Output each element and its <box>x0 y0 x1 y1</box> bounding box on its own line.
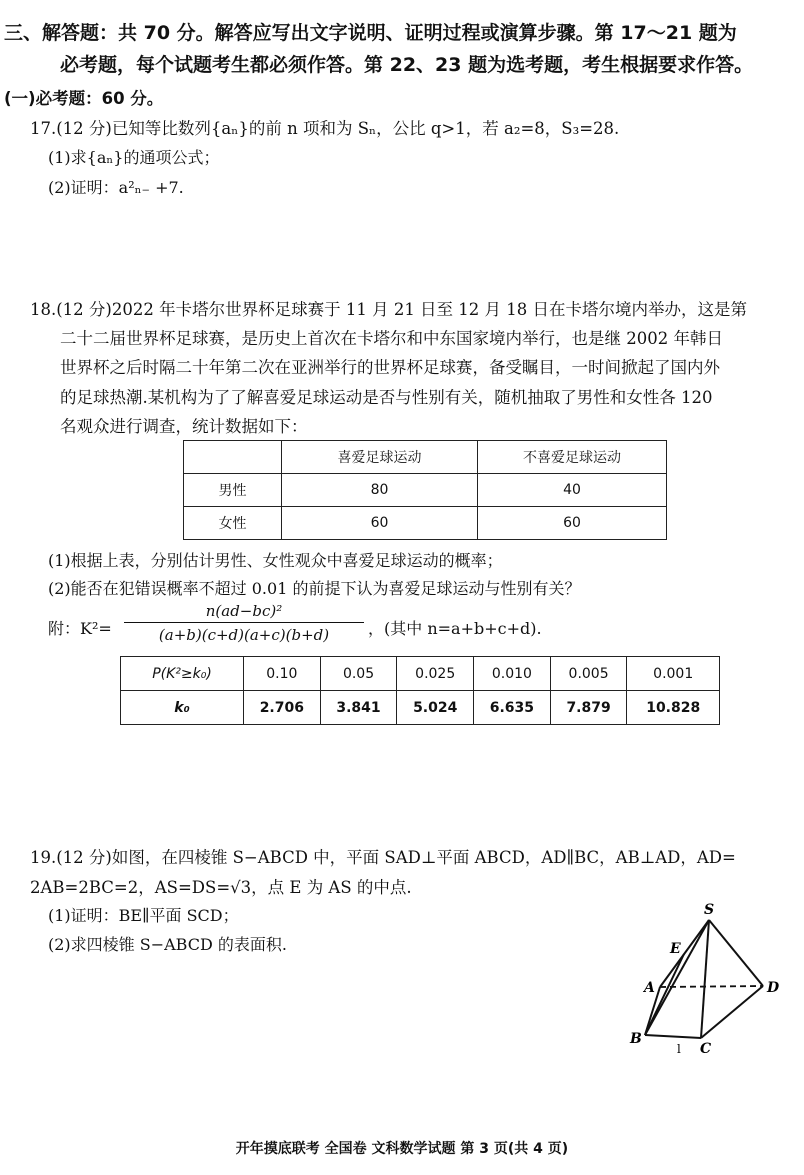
q17-part1: (1)求{aₙ}的通项公式； <box>48 148 220 167</box>
q17-stem: 17.(12 分)已知等比数列{aₙ}的前 n 项和为 Sₙ，公比 q>1，若 a₂=8，S₃=28. <box>30 119 620 138</box>
table-cell: 女性 <box>184 507 282 540</box>
page-footer: 开年摸底联考 全国卷 文科数学试题 第 3 页(共 4 页) <box>235 1141 569 1157</box>
table-header-cell <box>184 441 282 474</box>
table-cell: 60 <box>478 507 667 540</box>
q17-part2: (2)证明：a²ₙ₋ +7. <box>48 178 184 197</box>
q18-part2: (2)能否在犯错误概率不超过 0.01 的前提下认为喜爱足球运动与性别有关？ <box>48 579 581 598</box>
table-cell: 男性 <box>184 474 282 507</box>
table-cell: 6.635 <box>474 691 551 725</box>
vertex-label-d: D <box>767 980 780 996</box>
section-subtitle: (一)必考题：60 分。 <box>4 89 164 108</box>
table-header-cell: 不喜爱足球运动 <box>478 441 667 474</box>
table-cell: 0.10 <box>244 657 321 691</box>
table-cell: 0.001 <box>627 657 720 691</box>
critical-value-table <box>120 656 720 725</box>
table-cell: 3.841 <box>320 691 397 725</box>
q18-line2: 二十二届世界杯足球赛，是历史上首次在卡塔尔和中东国家境内举行，也是继 2002 年韩日 <box>60 329 723 348</box>
table-row <box>184 474 667 507</box>
table-cell: k₀ <box>121 691 244 725</box>
table-cell: 60 <box>282 507 478 540</box>
survey-table-header <box>184 441 667 474</box>
figure-stray-mark: l <box>677 1042 681 1056</box>
vertex-label-e: E <box>670 941 681 957</box>
q18-line1: 18.(12 分)2022 年卡塔尔世界杯足球赛于 11 月 21 日至 12 月 18 日在卡塔尔境内举办，这是第 <box>30 300 748 319</box>
edge-SA <box>660 920 709 987</box>
table-cell: 0.010 <box>474 657 551 691</box>
q19-part2: (2)求四棱锥 S−ABCD 的表面积. <box>48 935 287 954</box>
table-cell: 0.05 <box>320 657 397 691</box>
vertex-label-c: C <box>700 1041 712 1057</box>
q18-line4: 的足球热潮.某机构为了了解喜爱足球运动是否与性别有关，随机抽取了男性和女性各 120 <box>60 388 713 407</box>
table-header-cell: 喜爱足球运动 <box>282 441 478 474</box>
edge-BC <box>645 1035 701 1038</box>
q18-line5: 名观众进行调查，统计数据如下： <box>60 417 308 436</box>
formula-prefix: 附：K²= <box>48 619 112 638</box>
formula-suffix: ，(其中 n=a+b+c+d). <box>368 619 542 638</box>
table-cell: 5.024 <box>397 691 474 725</box>
formula-denominator: (a+b)(c+d)(a+c)(b+d) <box>158 626 330 644</box>
section-title-line1: 三、解答题：共 70 分。解答应写出文字说明、证明过程或演算步骤。第 17～21 题为 <box>4 22 737 44</box>
pyramid-figure <box>620 900 790 1060</box>
edge-SD <box>709 920 763 986</box>
q18-part1: (1)根据上表，分别估计男性、女性观众中喜爱足球运动的概率； <box>48 551 503 570</box>
table-cell: 2.706 <box>244 691 321 725</box>
edge-SB <box>645 920 709 1035</box>
vertex-label-a: A <box>644 980 655 996</box>
table-row <box>184 507 667 540</box>
edge-AD <box>660 986 763 987</box>
table-cell: 0.025 <box>397 657 474 691</box>
q19-part1: (1)证明：BE∥平面 SCD； <box>48 906 239 925</box>
edge-SC <box>701 920 709 1038</box>
q19-line1: 19.(12 分)如图，在四棱锥 S−ABCD 中，平面 SAD⊥平面 ABCD，AD∥BC，AB⊥AD，AD= <box>30 848 736 867</box>
table-cell: 0.005 <box>550 657 627 691</box>
q18-line3: 世界杯之后时隔二十年第二次在亚洲举行的世界杯足球赛，备受瞩目，一时间掀起了国内外 <box>60 358 720 377</box>
table-cell: 80 <box>282 474 478 507</box>
table-cell: 40 <box>478 474 667 507</box>
table-cell: P(K²≥k₀) <box>121 657 244 691</box>
critical-value-row-k <box>121 691 720 725</box>
edge-CD <box>701 986 763 1038</box>
formula-fraction-bar <box>124 622 364 623</box>
critical-value-row-p <box>121 657 720 691</box>
vertex-label-s: S <box>704 902 715 918</box>
formula-numerator: n(ad−bc)² <box>205 602 283 620</box>
vertex-label-b: B <box>630 1031 642 1047</box>
q19-line2: 2AB=2BC=2，AS=DS=√3，点 E 为 AS 的中点. <box>30 878 412 897</box>
section-title-line2: 必考题，每个试题考生都必须作答。第 22、23 题为选考题，考生根据要求作答。 <box>60 54 754 76</box>
table-cell: 7.879 <box>550 691 627 725</box>
table-cell: 10.828 <box>627 691 720 725</box>
survey-table <box>183 440 667 540</box>
